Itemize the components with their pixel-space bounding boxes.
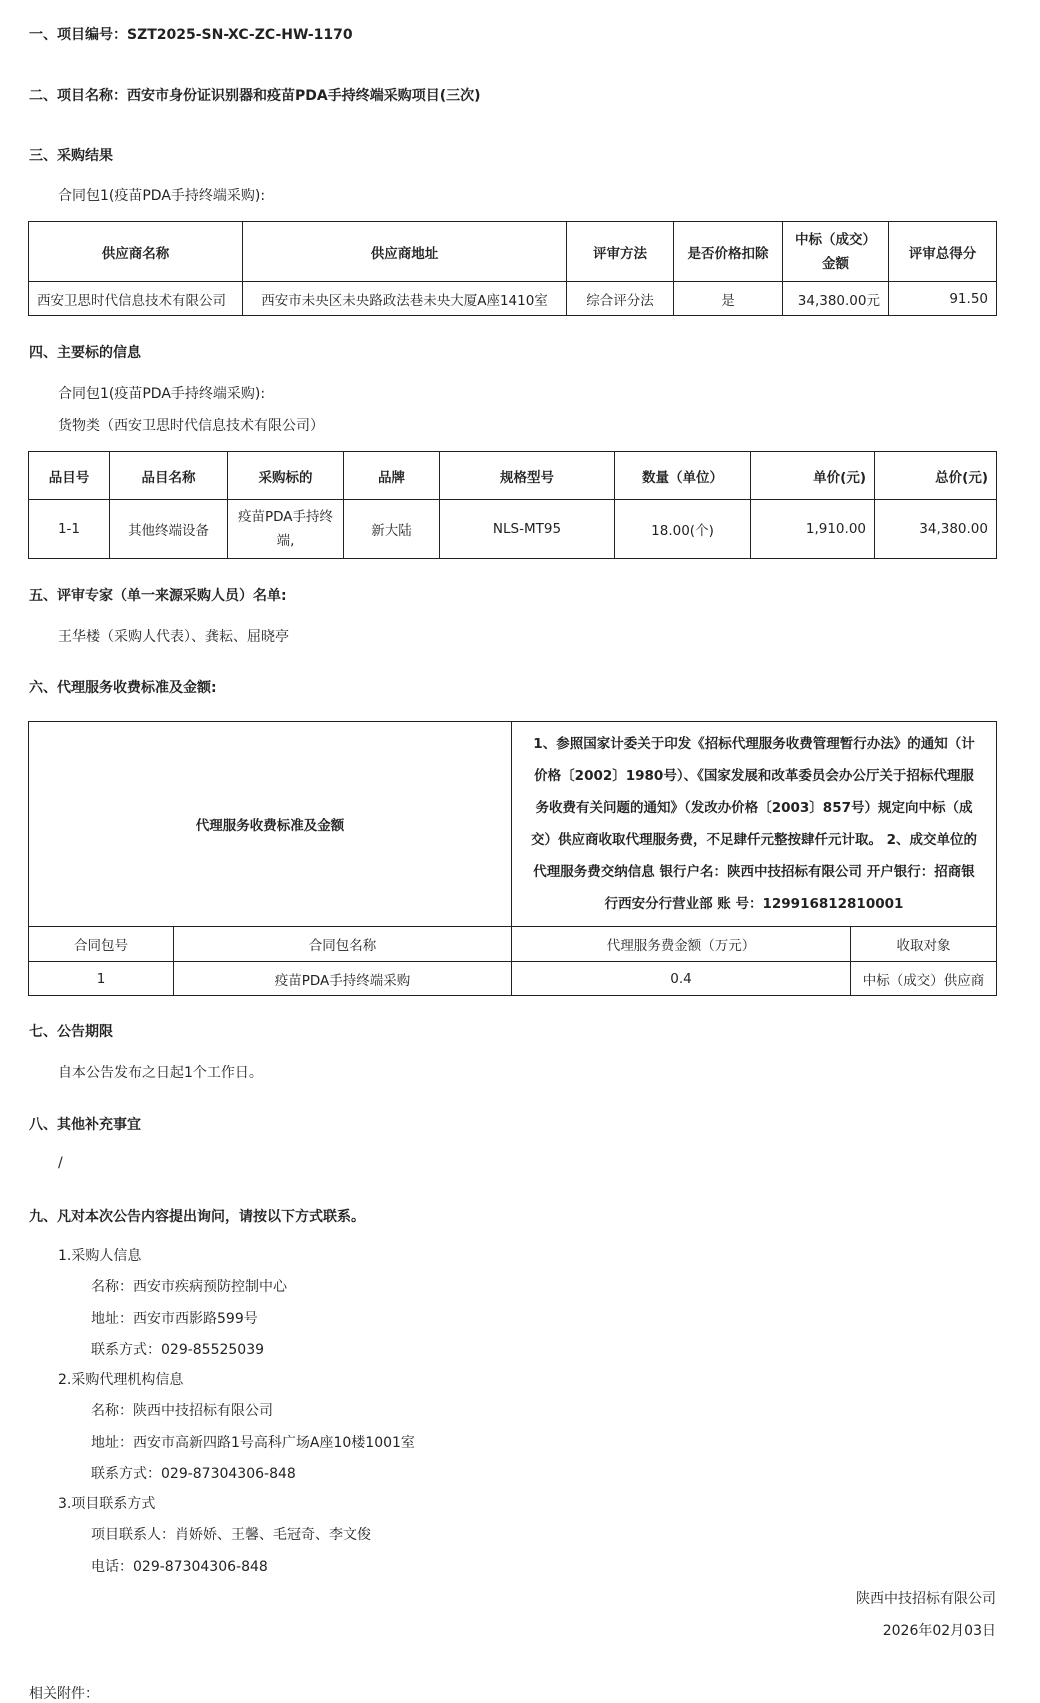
section-6-title: 六、代理服务收费标准及金额: [29, 680, 217, 696]
col-price-deduction: 是否价格扣除 [674, 222, 783, 282]
purchaser-address: 地址：西安市西影路599号 [91, 1311, 258, 1327]
cell-item-name: 其他终端设备 [110, 500, 228, 559]
project-phone: 电话：029-87304306-848 [91, 1559, 268, 1575]
table-header-row [29, 222, 997, 282]
project-contact-title: 3.项目联系方式 [58, 1496, 156, 1512]
project-name [29, 85, 481, 105]
sec4-package: 合同包1(疫苗PDA手持终端采购): [58, 386, 266, 402]
col-fee-amount: 代理服务费金额（万元） [512, 927, 851, 962]
col-package-no: 合同包号 [29, 927, 174, 962]
col-award-amount-line1: 中标（成交） [795, 231, 876, 248]
cell-fee-amount: 0.4 [512, 962, 851, 996]
cell-total-price: 34,380.00 [875, 500, 997, 559]
col-quantity: 数量（单位） [615, 452, 751, 500]
procurement-result-table [28, 221, 997, 316]
cell-brand: 新大陆 [344, 500, 440, 559]
issue-date: 2026年02月03日 [882, 1623, 996, 1639]
agency-address: 地址：西安市高新四路1号高科广场A座10楼1001室 [91, 1435, 415, 1451]
table-row [29, 500, 997, 559]
col-unit-price: 单价(元) [751, 452, 875, 500]
fee-standard-label: 代理服务收费标准及金额 [29, 722, 512, 927]
cell-unit-price: 1,910.00 [751, 500, 875, 559]
col-award-amount-line2: 金额 [822, 255, 849, 272]
col-total-score: 评审总得分 [889, 222, 997, 282]
cell-total-score: 91.50 [889, 282, 997, 316]
cell-supplier-address: 西安市未央区未央路政法巷未央大厦A座1410室 [243, 282, 567, 316]
purchaser-phone: 联系方式：029-85525039 [91, 1342, 265, 1358]
project-name-value: 西安市身份证识别器和疫苗PDA手持终端采购项目(三次) [127, 88, 481, 104]
col-charge-target: 收取对象 [851, 927, 997, 962]
col-model: 规格型号 [440, 452, 615, 500]
col-review-method: 评审方法 [567, 222, 674, 282]
fee-line-6: 行西安分行营业部 账 号：129916812810001 [604, 896, 904, 912]
project-number [29, 24, 353, 44]
project-name-label: 二、项目名称： [29, 88, 127, 104]
cell-item-no: 1-1 [29, 500, 110, 559]
section-8-title: 八、其他补充事宜 [29, 1117, 141, 1133]
project-number-value: SZT2025-SN-XC-ZC-HW-1170 [127, 27, 353, 43]
section-3-title: 三、采购结果 [29, 148, 113, 164]
purchaser-name: 名称：西安市疾病预防控制中心 [91, 1279, 287, 1295]
purchaser-title: 1.采购人信息 [58, 1248, 142, 1264]
fee-line-5: 代理服务费交纳信息 银行户名：陕西中技招标有限公司 开户银行：招商银 [533, 864, 975, 880]
cell-target-line2: 端, [276, 533, 295, 549]
agency-name: 名称：陕西中技招标有限公司 [91, 1403, 273, 1419]
fee-line-4: 交）供应商收取代理服务费，不足肆仟元整按肆仟元计取。 2、成交单位的 [530, 832, 978, 848]
col-brand: 品牌 [344, 452, 440, 500]
fee-standard-row [29, 722, 997, 927]
col-total-price: 总价(元) [875, 452, 997, 500]
section-7-title: 七、公告期限 [29, 1024, 113, 1040]
table-row [29, 962, 997, 996]
cell-review-method: 综合评分法 [567, 282, 674, 316]
cell-target-line1: 疫苗PDA手持终 [237, 509, 334, 525]
fee-line-3: 务收费有关问题的通知》（发改办价格〔2003〕857号）规定向中标（成 [535, 800, 973, 816]
col-item-no: 品目号 [29, 452, 110, 500]
agency-fee-table [28, 721, 997, 996]
cell-package-name: 疫苗PDA手持终端采购 [174, 962, 512, 996]
agency-title: 2.采购代理机构信息 [58, 1372, 184, 1388]
section-4-title: 四、主要标的信息 [29, 345, 141, 361]
attachments-label: 相关附件： [29, 1686, 99, 1702]
cell-supplier-name: 西安卫思时代信息技术有限公司 [29, 282, 243, 316]
section-9-title: 九、凡对本次公告内容提出询问，请按以下方式联系。 [29, 1209, 365, 1225]
other-matters: / [58, 1155, 63, 1171]
issuer-org: 陕西中技招标有限公司 [856, 1591, 996, 1607]
col-item-name: 品目名称 [110, 452, 228, 500]
fee-standard-text [512, 722, 997, 927]
cell-price-deduction: 是 [674, 282, 783, 316]
table-header-row [29, 452, 997, 500]
cell-package-no: 1 [29, 962, 174, 996]
col-package-name: 合同包名称 [174, 927, 512, 962]
col-target: 采购标的 [228, 452, 344, 500]
sec4-category: 货物类（西安卫思时代信息技术有限公司） [58, 418, 324, 434]
fee-line-1: 1、参照国家计委关于印发《招标代理服务收费管理暂行办法》的通知（计 [533, 736, 975, 752]
fee-line-2: 价格〔2002〕1980号）、《国家发展和改革委员会办公厅关于招标代理服 [534, 768, 974, 784]
section-5-title: 五、评审专家（单一来源采购人员）名单: [29, 588, 287, 604]
cell-charge-target: 中标（成交）供应商 [851, 962, 997, 996]
cell-quantity: 18.00(个) [615, 500, 751, 559]
main-items-table [28, 451, 997, 559]
notice-period: 自本公告发布之日起1个工作日。 [58, 1065, 263, 1081]
col-award-amount [783, 222, 889, 282]
cell-award-amount: 34,380.00元 [783, 282, 889, 316]
sec3-package: 合同包1(疫苗PDA手持终端采购): [58, 188, 266, 204]
expert-names: 王华楼（采购人代表）、龚耘、屈晓亭 [58, 629, 289, 645]
project-contacts: 项目联系人：肖娇娇、王馨、毛冠奇、李文俊 [91, 1527, 371, 1543]
col-supplier-name: 供应商名称 [29, 222, 243, 282]
project-number-label: 一、项目编号： [29, 27, 127, 43]
table-row [29, 282, 997, 316]
table-header-row [29, 927, 997, 962]
cell-model: NLS-MT95 [440, 500, 615, 559]
col-supplier-address: 供应商地址 [243, 222, 567, 282]
cell-target [228, 500, 344, 559]
agency-phone: 联系方式：029-87304306-848 [91, 1466, 296, 1482]
